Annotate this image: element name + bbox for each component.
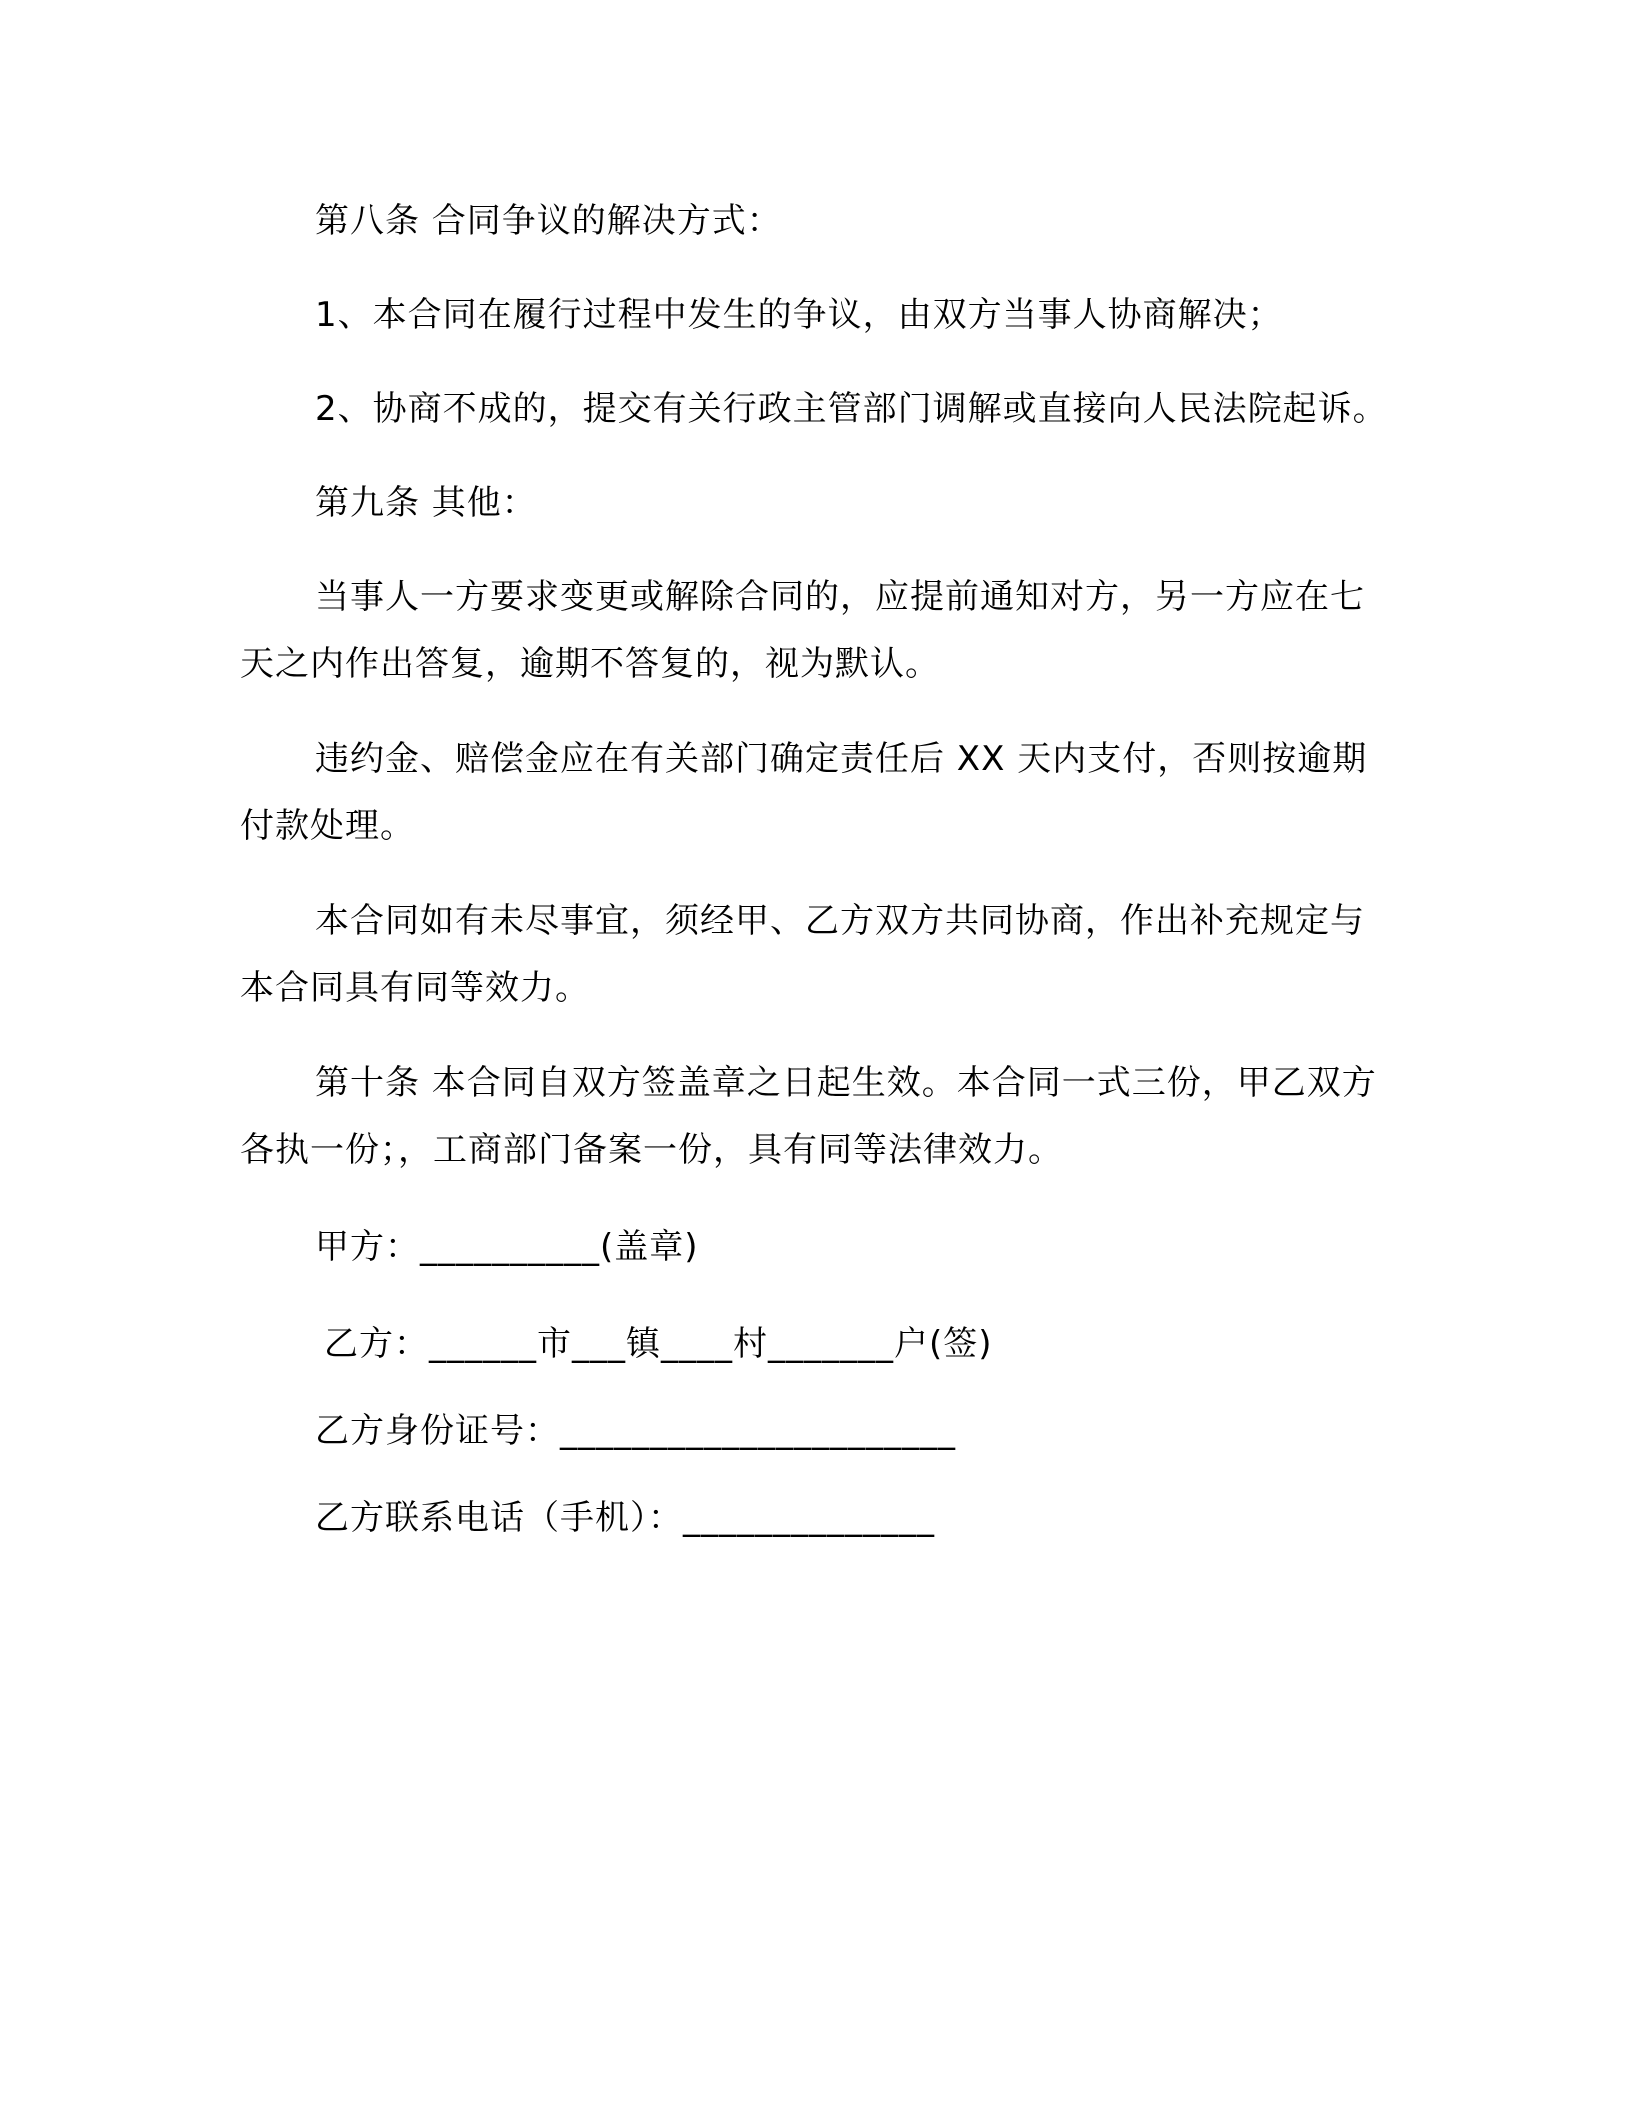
- party-b-phone-line: 乙方联系电话（手机）：______________: [315, 1498, 935, 1538]
- article-9-paragraph-2: 违约金、赔偿金应在有关部门确定责任后 XX 天内支付，否则按逾期付款处理。: [240, 739, 1368, 846]
- article-9-heading: 第九条 其他：: [315, 483, 537, 523]
- party-b-id-number-line: 乙方身份证号：______________________: [315, 1411, 956, 1451]
- article-9-paragraph-3: 本合同如有未尽事宜，须经甲、乙方双方共同协商，作出补充规定与本合同具有同等效力。: [240, 901, 1365, 1008]
- article-8-heading: 第八条 合同争议的解决方式：: [315, 201, 782, 241]
- party-b-signature-line: 乙方：______市___镇____村_______户(签): [324, 1324, 993, 1364]
- article-9-paragraph-1: 当事人一方要求变更或解除合同的，应提前通知对方，另一方应在七天之内作出答复，逾期不答复的，视为默认。: [240, 577, 1365, 684]
- article-8-item-1: 1、本合同在履行过程中发生的争议，由双方当事人协商解决；: [315, 295, 1283, 335]
- contract-body: [240, 188, 1390, 1552]
- article-8-item-2: 2、协商不成的，提交有关行政主管部门调解或直接向人民法院起诉。: [315, 389, 1388, 429]
- article-10-text: 第十条 本合同自双方签盖章之日起生效。本合同一式三份，甲乙双方各执一份；，工商部门备案一份，具有同等法律效力。: [240, 1063, 1377, 1170]
- party-a-signature-line: 甲方：__________(盖章): [315, 1227, 699, 1267]
